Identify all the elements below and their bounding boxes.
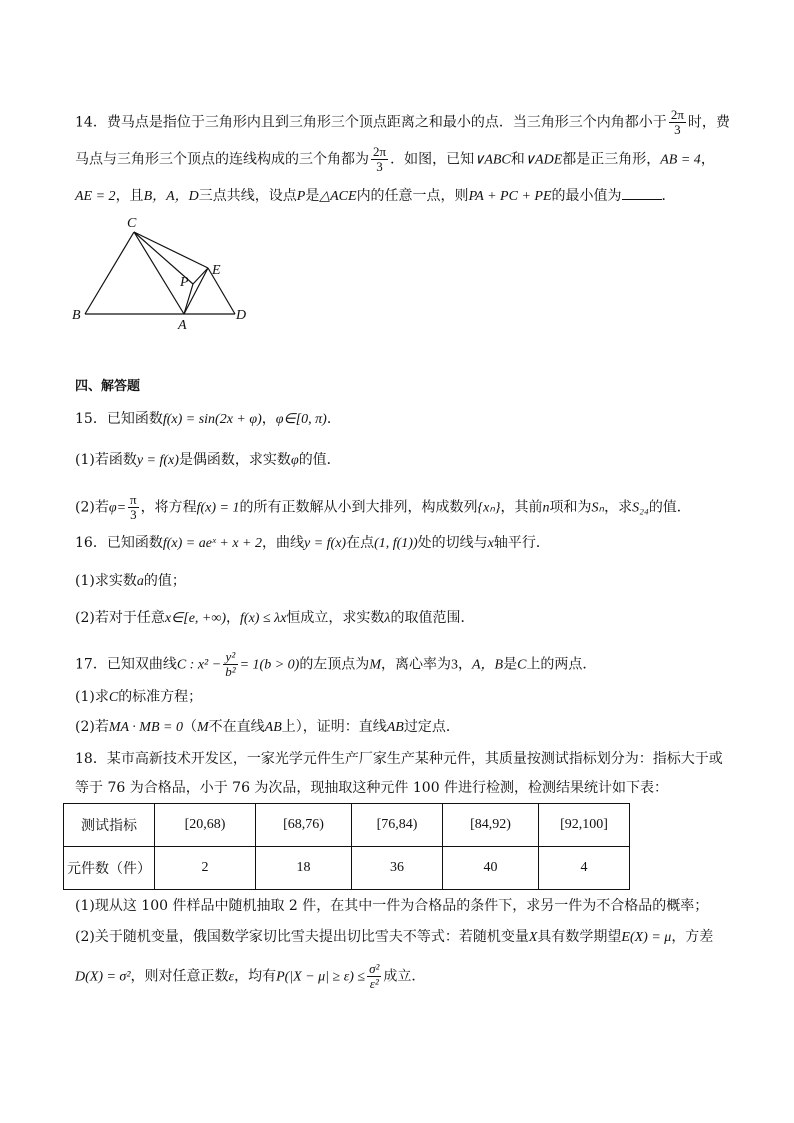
label-E: E xyxy=(212,263,221,278)
section-heading: 四、解答题 xyxy=(75,379,141,394)
table-cell: [20,68) xyxy=(155,804,256,847)
fraction-2pi-over-3: $\frac{2\pi}{3}$ xyxy=(670,107,684,137)
table-cell: [84,92) xyxy=(443,804,539,847)
table-cell: 36 xyxy=(352,847,443,890)
q16-stem: 16．已知函数f(x) = aeˣ + x + 2，曲线y = f(x)在点(1, f(1))处的切线与x轴平行． xyxy=(75,535,550,551)
table-cell: 2 xyxy=(155,847,256,890)
q16-part-2: (2)若对于任意x∈[e, +∞)，f(x) ≤ λx恒成立，求实数λ的取值范围． xyxy=(75,610,475,626)
q15-stem: 15．已知函数f(x) = sin(2x + φ)，φ∈[0, π)． xyxy=(75,411,341,427)
table-cell: [92,100] xyxy=(539,804,630,847)
fraction-sigma2-over-eps2: $\frac{\text{σ²}}{\text{ε²}}$ xyxy=(369,961,380,991)
answer-blank xyxy=(622,187,662,200)
q14-line-2: 马点与三角形三个顶点的连线构成的三个角都为 $\frac{2\pi}{3}$ ．如图，已知∨ABC和∨ADE都是正三角形，AB = 4， xyxy=(75,144,715,174)
segment-BC xyxy=(85,232,134,314)
q18-part-1: (1)现从这 100 件样品中随机抽取 2 件，在其中一件为合格品的条件下，求另一件为不合格品的概率； xyxy=(75,898,709,914)
table-row xyxy=(64,804,630,847)
label-C: C xyxy=(127,216,137,231)
q17-part-1: (1)求C的标准方程； xyxy=(75,689,203,705)
q15-part-1: (1)若函数y = f(x)是偶函数，求实数φ的值． xyxy=(75,452,341,468)
q18-part-2-line-1: (2)关于随机变量，俄国数学家切比雪夫提出切比雪夫不等式：若随机变量X具有数学期望E(X) = μ，方差 xyxy=(75,929,714,945)
label-A: A xyxy=(178,318,187,333)
q15-part-2: (2)若φ= $\frac{\pi}{3}$ ，将方程f(x) = 1的所有正数解从小到大排列，构成数列{xₙ}，其前n项和为Sₙ，求S₂₄的值． xyxy=(75,492,691,522)
fraction-y2-over-b2: $\frac{\text{y²}}{\text{b²}}$ xyxy=(225,649,236,679)
fraction-pi-over-3: $\frac{\pi}{3}$ xyxy=(130,492,137,522)
table-cell: 40 xyxy=(443,847,539,890)
q14-line-3: AE = 2，且B，A，D三点共线，设点P是△ACE内的任意一点，则PA + PC + PE的最小值为 ． xyxy=(75,188,676,204)
fraction-2pi-over-3: $\frac{2\pi}{3}$ xyxy=(373,144,387,174)
label-P: P xyxy=(180,275,189,290)
q18-part-2-line-2: D(X) = σ²，则对任意正数ε，均有P(|X − μ| ≥ ε) ≤ $\frac{\text{σ²}}{\text{ε²}}$ 成立． xyxy=(75,961,426,991)
label-B: B xyxy=(72,308,81,323)
q18-line-2: 等于 76 为合格品，小于 76 为次品，现抽取这种元件 100 件进行检测，检测结果统计如下表： xyxy=(75,780,669,796)
table-header-cell: 测试指标 xyxy=(64,804,155,847)
table-header-cell: 元件数（件） xyxy=(64,847,155,890)
geometry-figure xyxy=(60,210,270,340)
table-cell: 4 xyxy=(539,847,630,890)
table-cell: [76,84) xyxy=(352,804,443,847)
table-row xyxy=(64,847,630,890)
table-cell: [68,76) xyxy=(256,804,352,847)
q14-line-1: 14．费马点是指位于三角形内且到三角形三个顶点距离之和最小的点．当三角形三个内角都小于 $\frac{2\pi}{3}$ 时，费 xyxy=(75,107,730,137)
data-table xyxy=(63,803,630,890)
q17-part-2: (2)若MA · MB = 0（M不在直线AB上），证明：直线AB过定点． xyxy=(75,719,460,735)
q16-part-1: (1)求实数a的值； xyxy=(75,573,186,589)
table-cell: 18 xyxy=(256,847,352,890)
q17-stem: 17．已知双曲线C : x² − $\frac{\text{y²}}{\text{b²}}$ = 1(b > 0)的左顶点为M，离心率为3，A，B是C上的两点． xyxy=(75,649,597,679)
q18-line-1: 18．某市高新技术开发区，一家光学元件生产厂家生产某种元件，其质量按测试指标划分为：指标大于或 xyxy=(75,751,723,767)
label-D: D xyxy=(236,308,247,323)
q14-text: 14．费马点是指位于三角形内且到三角形三个顶点距离之和最小的点．当三角形三个内角都小于 xyxy=(75,114,667,131)
